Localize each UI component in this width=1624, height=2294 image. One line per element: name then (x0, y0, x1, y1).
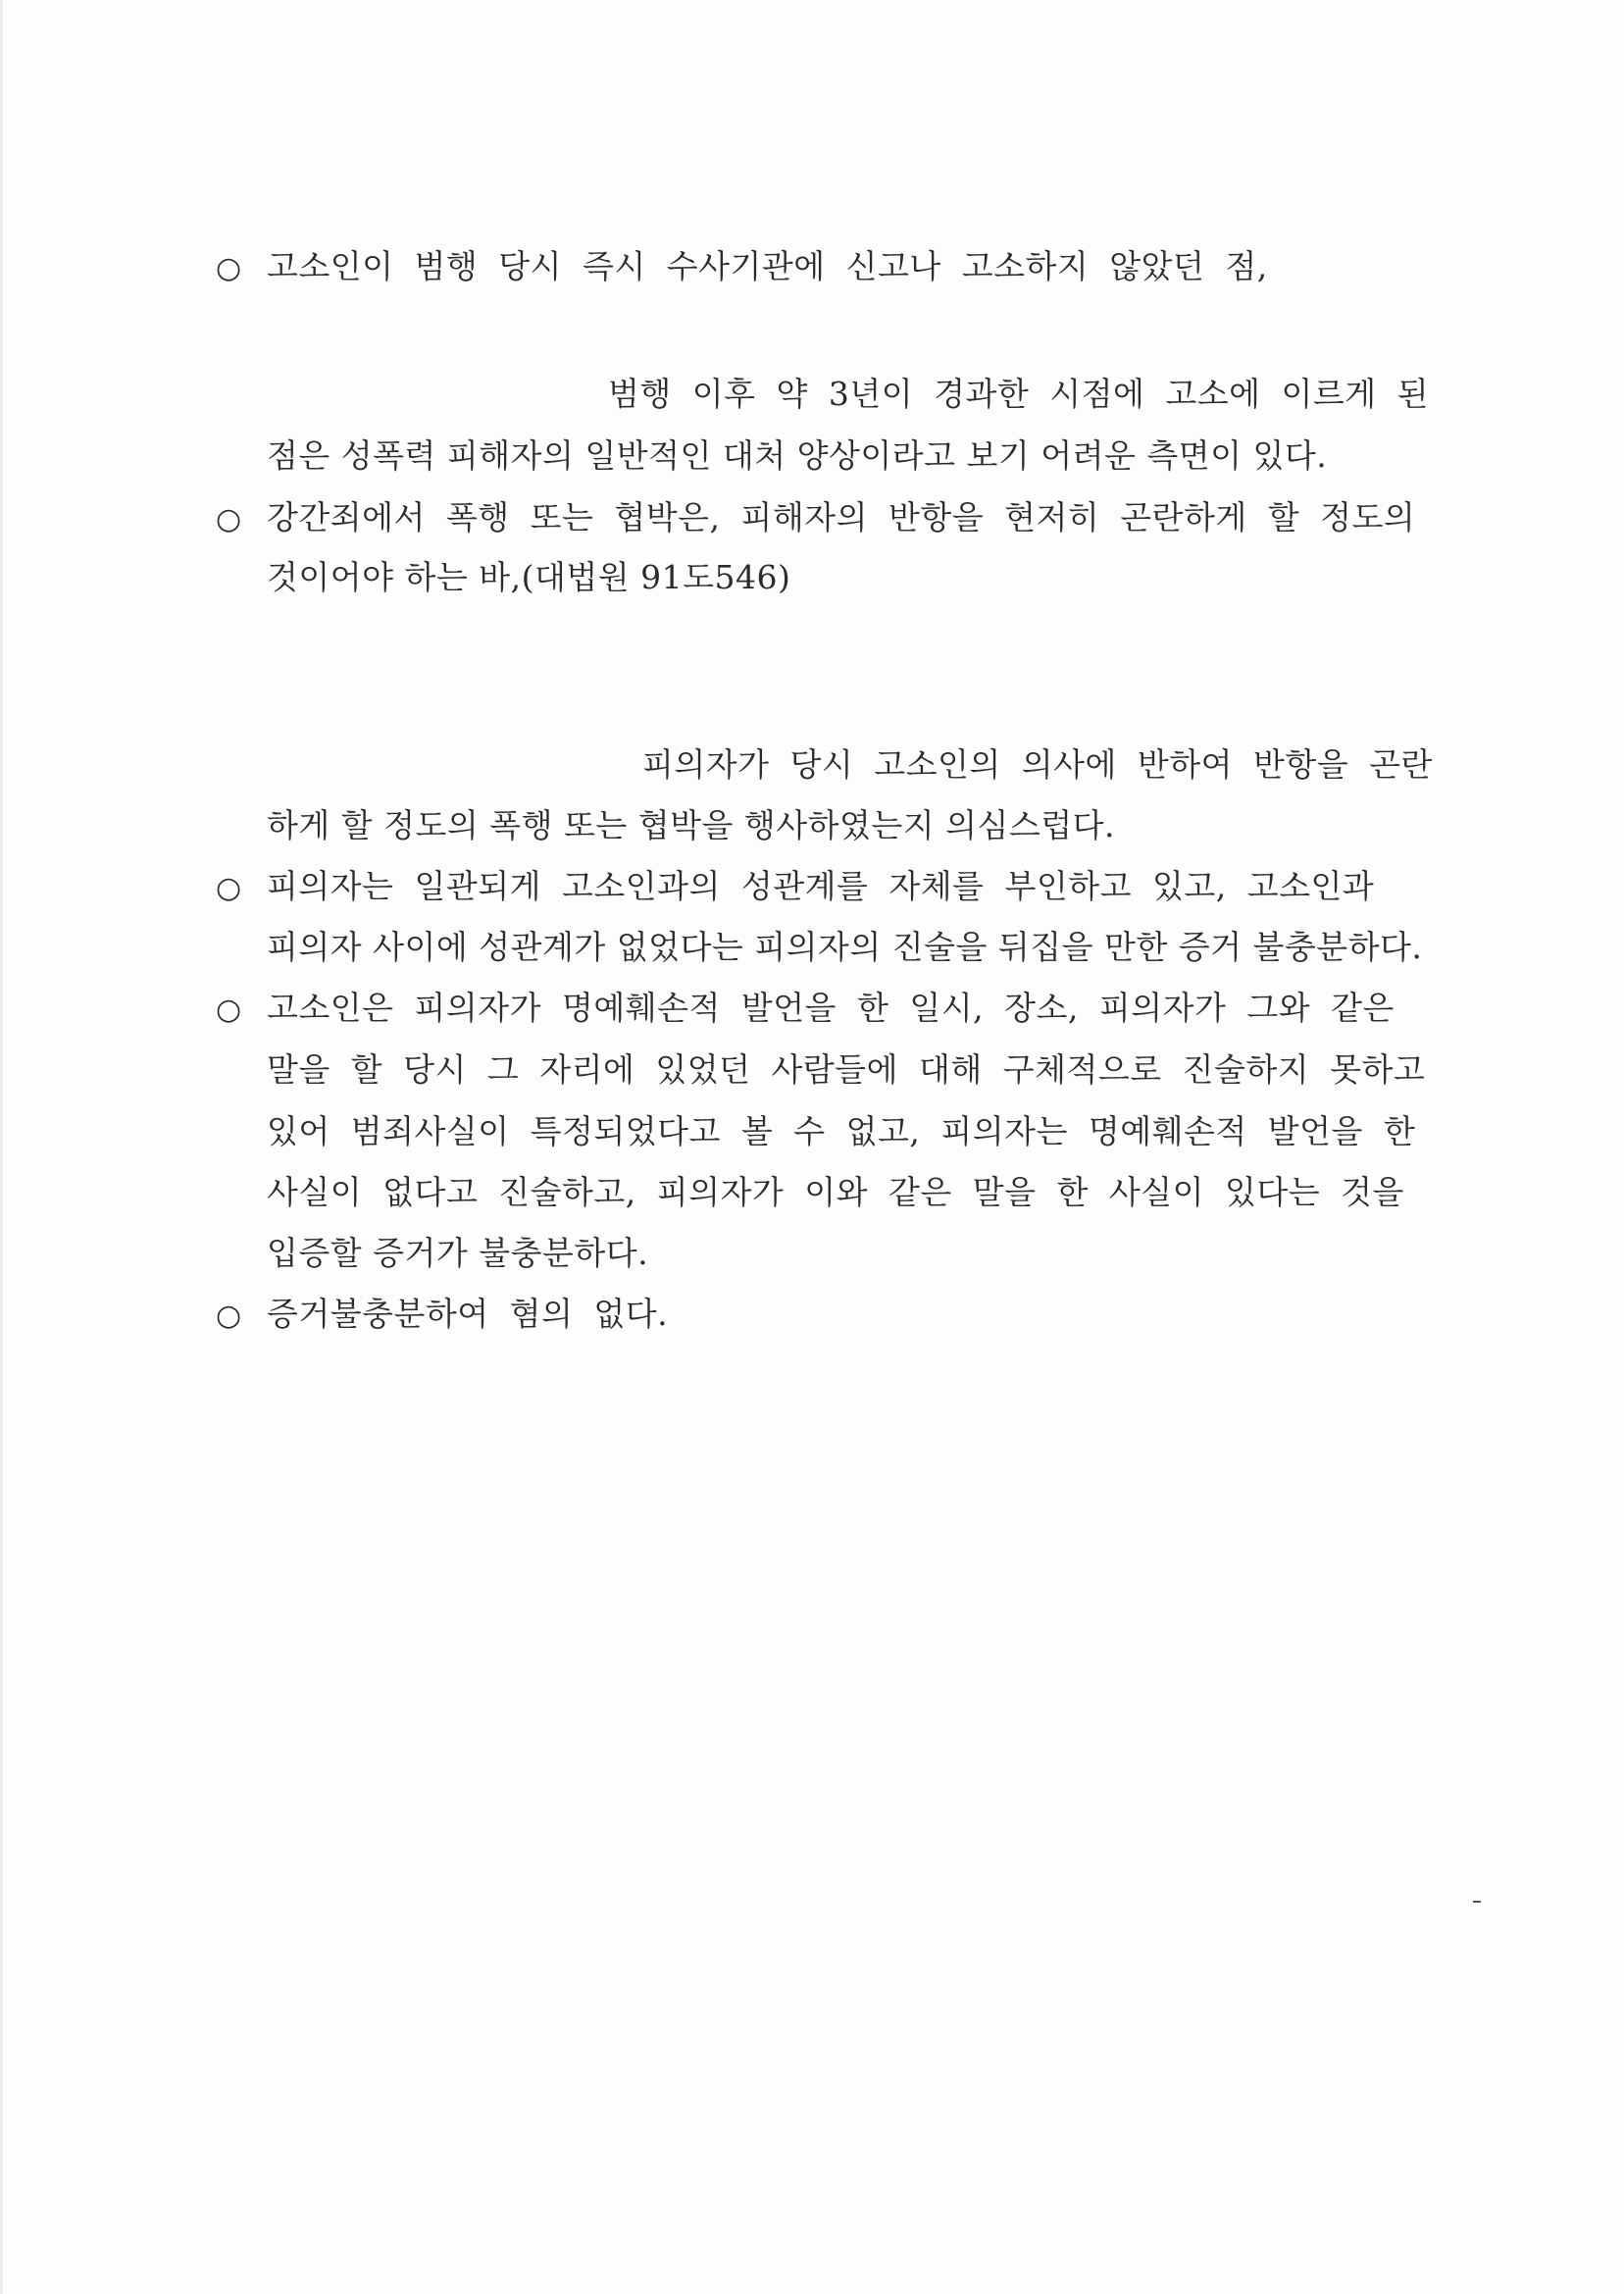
paragraph-6-line-2 (267, 1050, 1425, 1090)
paragraph-6-line-1 (216, 989, 1395, 1030)
paragraph-text: 것이어야 하는 바,(대법원 91도546) (267, 558, 791, 596)
paragraph-text: 고소인이 범행 당시 즉시 수사기관에 신고나 고소하지 않았던 점, (267, 247, 1268, 285)
paragraph-text: 피의자는 일관되게 고소인과의 성관계를 자체를 부인하고 있고, 고소인과 (267, 867, 1375, 905)
paragraph-4-line-1 (642, 745, 1433, 785)
paragraph-text: 범행 이후 약 3년이 경과한 시점에 고소에 이르게 된 (608, 375, 1429, 413)
paragraph-3-line-1 (216, 498, 1415, 539)
stray-mark (1473, 1901, 1481, 1903)
scan-edge (0, 0, 3, 2294)
paragraph-text: 있어 범죄사실이 특정되었다고 볼 수 없고, 피의자는 명예훼손적 발언을 한 (267, 1112, 1416, 1150)
paragraph-7-line-1 (216, 1295, 668, 1336)
paragraph-text: 피의자 사이에 성관계가 없었다는 피의자의 진술을 뒤집을 만한 증거 불충분하다. (267, 928, 1423, 966)
paragraph-text: 고소인은 피의자가 명예훼손적 발언을 한 일시, 장소, 피의자가 그와 같은 (267, 989, 1395, 1027)
paragraph-5-line-1 (216, 867, 1374, 908)
bullet-mark: ○ (216, 251, 242, 285)
bullet-mark: ○ (216, 871, 242, 905)
bullet-mark: ○ (216, 502, 242, 536)
bullet-mark: ○ (216, 993, 242, 1027)
paragraph-text: 점은 성폭력 피해자의 일반적인 대처 양상이라고 보기 어려운 측면이 있다. (267, 436, 1328, 475)
paragraph-6-line-4 (267, 1173, 1404, 1212)
paragraph-text: 피의자가 당시 고소인의 의사에 반하여 반항을 곤란 (642, 745, 1433, 784)
paragraph-text: 입증할 증거가 불충분하다. (267, 1234, 649, 1272)
paragraph-text: 증거불충분하여 혐의 없다. (267, 1295, 669, 1333)
paragraph-5-line-2 (267, 928, 1422, 967)
paragraph-2-line-2 (267, 436, 1327, 476)
paragraph-2-line-1 (608, 375, 1429, 414)
paragraph-text: 사실이 없다고 진술하고, 피의자가 이와 같은 말을 한 사실이 있다는 것을 (267, 1173, 1404, 1211)
paragraph-4-line-2 (267, 806, 1115, 845)
paragraph-text: 강간죄에서 폭행 또는 협박은, 피해자의 반항을 현저히 곤란하게 할 정도의 (267, 498, 1416, 536)
paragraph-1-line-1 (216, 247, 1268, 288)
paragraph-6-line-5 (267, 1234, 648, 1273)
paragraph-text: 말을 할 당시 그 자리에 있었던 사람들에 대해 구체적으로 진술하지 못하고 (267, 1050, 1426, 1089)
paragraph-3-line-2 (267, 558, 790, 597)
paragraph-6-line-3 (267, 1112, 1415, 1151)
bullet-mark: ○ (216, 1299, 242, 1333)
paragraph-text: 하게 할 정도의 폭행 또는 협박을 행사하였는지 의심스럽다. (267, 806, 1115, 844)
